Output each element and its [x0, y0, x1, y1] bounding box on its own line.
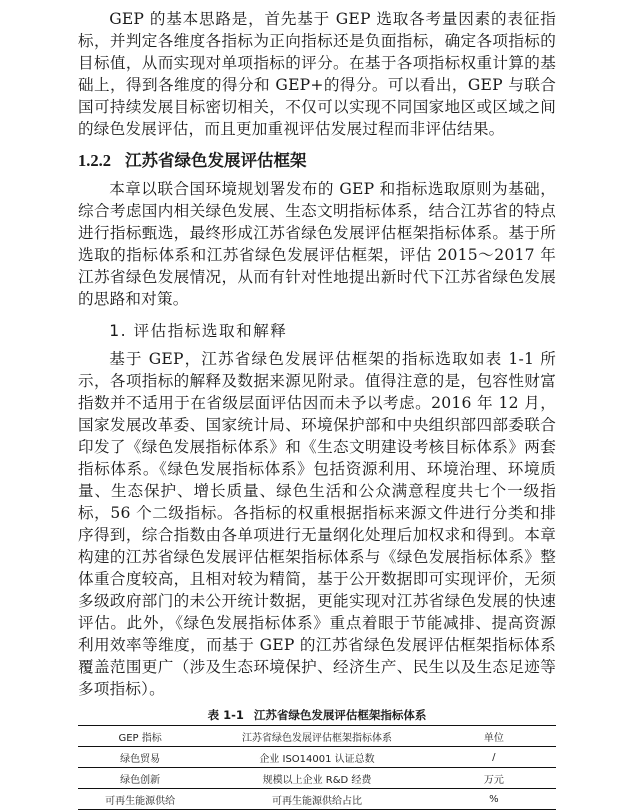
table-cell-unit: 万元	[432, 768, 556, 789]
paragraph-body: 基于 GEP，江苏省绿色发展评估框架的指标选取如表 1-1 所示，各项指标的解释及数据来源见附录。值得注意的是，包容性财富指数并不适用于在省级层面评估因而未予以考虑。2016 年 12 月，国家发展改革委、国家统计局、环境保护部和中央组织部四部委联合印发了《绿色发展指标体系》和《生态文明建设考核目标体系》两套指标体系。《绿色发展指标体系》包括资源利用、环境治理、环境质量、生态保护、增长质量、绿色生活和公众满意程度共七个一级指标，56 个二级指标。各指标的权重根据指标来源文件进行分类和排序得到，综合指数由各单项进行无量纲化处理后加权求和得到。本章构建的江苏省绿色发展评估框架指标体系与《绿色发展指标体系》整体重合度较高，且相对较为精简，基于公开数据即可实现评价，无须多级政府部门的未公开统计数据，更能实现对江苏省绿色发展的快速评估。此外，《绿色发展指标体系》重点着眼于节能减排、提高资源利用效率等维度，而基于 GEP 的江苏省绿色发展评估框架指标体系覆盖范围更广（涉及生态环境保护、经济生产、民生以及生态足迹等多项指标）。	[78, 350, 556, 698]
table-row	[78, 768, 556, 789]
table-cell-unit: %	[432, 789, 556, 810]
indicator-table	[78, 725, 556, 810]
paragraph-section: 本章以联合国环境规划署发布的 GEP 和指标选取原则为基础，综合考虑国内相关绿色发展、生态文明指标体系，结合江苏省的特点进行指标甄选，最终形成江苏省绿色发展评估框架指标体系。基于所选取的指标体系和江苏省绿色发展评估框架，评估 2015～2017 年江苏省绿色发展情况，从而有针对性地提出新时代下江苏省绿色发展的思路和对策。	[78, 180, 556, 308]
table-row	[78, 789, 556, 810]
document-page	[78, 8, 556, 810]
table-caption-number: 表 1-1	[207, 708, 244, 722]
table-cell-unit: /	[432, 747, 556, 768]
table-cell-indicator: 企业 ISO14001 认证总数	[202, 747, 431, 768]
table-header-framework: 江苏省绿色发展评估框架指标体系	[202, 726, 431, 747]
table-cell-indicator: 可再生能源供给占比	[202, 789, 431, 810]
table-cell-gep: 绿色创新	[78, 768, 202, 789]
table-header-gep: GEP 指标	[78, 726, 202, 747]
table-cell-gep: 可再生能源供给	[78, 789, 202, 810]
table-header-row	[78, 726, 556, 747]
table-cell-indicator: 规模以上企业 R&D 经费	[202, 768, 431, 789]
paragraph-intro: GEP 的基本思路是，首先基于 GEP 选取各考量因素的表征指标，并判定各维度各指标为正向指标还是负面指标，确定各项指标的目标值，从而实现对单项指标的评分。在基于各项指标权重计算的基础上，得到各维度的得分和 GEP+的得分。可以看出，GEP 与联合国可持续发展目标密切相关，不仅可以实现不同国家地区或区域之间的绿色发展评估，而且更加重视评估发展过程而非评估结果。	[78, 10, 556, 138]
table-caption	[78, 708, 556, 722]
section-title: 江苏省绿色发展评估框架	[125, 151, 307, 170]
section-heading	[78, 150, 556, 172]
table-header-unit: 单位	[432, 726, 556, 747]
section-number: 1.2.2	[78, 151, 111, 170]
table-caption-title: 江苏省绿色发展评估框架指标体系	[253, 708, 427, 722]
table-row	[78, 747, 556, 768]
subsection-heading: 1. 评估指标选取和解释	[109, 322, 288, 340]
table-cell-gep: 绿色贸易	[78, 747, 202, 768]
